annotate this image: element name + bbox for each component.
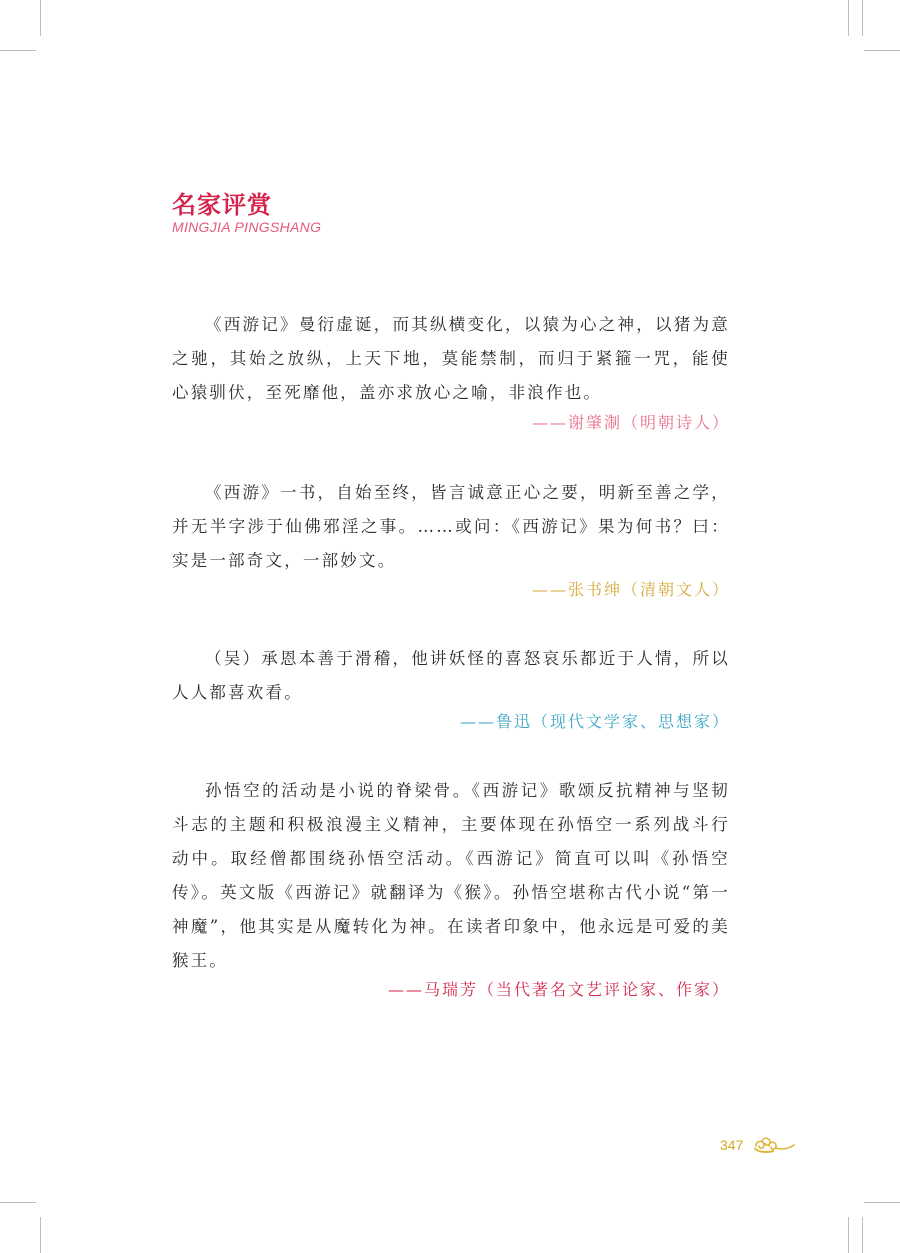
quote-text: 《西游记》曼衍虚诞，而其纵横变化，以猿为心之神，以猪为意之驰，其始之放纵，上天下地，莫能禁制，而归于紧箍一咒，能使心猿驯伏，至死靡他，盖亦求放心之喻，非浪作也。 xyxy=(172,315,730,402)
quote-attribution: ——张书绅（清朝文人） xyxy=(531,580,730,599)
crop-mark xyxy=(40,1217,41,1253)
quote-text: 《西游》一书，自始至终，皆言诚意正心之要，明新至善之学，并无半字涉于仙佛邪淫之事。……或问：《西游记》果为何书？曰：实是一部奇文，一部妙文。 xyxy=(172,483,730,570)
crop-mark xyxy=(864,50,900,51)
page-number: 347 xyxy=(720,1137,744,1153)
crop-mark xyxy=(862,1217,863,1253)
crop-mark xyxy=(848,1217,849,1253)
quote-attribution: ——鲁迅（现代文学家、思想家） xyxy=(459,712,730,731)
quote-text: （吴）承恩本善于滑稽，他讲妖怪的喜怒哀乐都近于人情，所以人人都喜欢看。 xyxy=(172,649,730,702)
crop-mark xyxy=(864,1202,900,1203)
crop-mark xyxy=(0,1202,36,1203)
crop-mark xyxy=(0,50,36,51)
crop-mark xyxy=(40,0,41,36)
section-title: 名家评赏 xyxy=(172,190,272,219)
cloud-ornament-icon xyxy=(752,1134,796,1156)
quote-attribution: ——马瑞芳（当代著名文艺评论家、作家） xyxy=(387,980,730,999)
quote-attribution: ——谢肇淛（明朝诗人） xyxy=(531,413,730,432)
crop-mark xyxy=(848,0,849,36)
quote-text: 孙悟空的活动是小说的脊梁骨。《西游记》歌颂反抗精神与坚韧斗志的主题和积极浪漫主义精神，主要体现在孙悟空一系列战斗行动中。取经僧都围绕孙悟空活动。《西游记》简直可以叫《孙悟空传》。英文版《西游记》就翻译为《猴》。孙悟空堪称古代小说“第一神魔”，他其实是从魔转化为神。在读者印象中，他永远是可爱的美猴王。 xyxy=(172,781,730,970)
crop-mark xyxy=(862,0,863,36)
section-subtitle: MINGJIA PINGSHANG xyxy=(172,219,322,235)
